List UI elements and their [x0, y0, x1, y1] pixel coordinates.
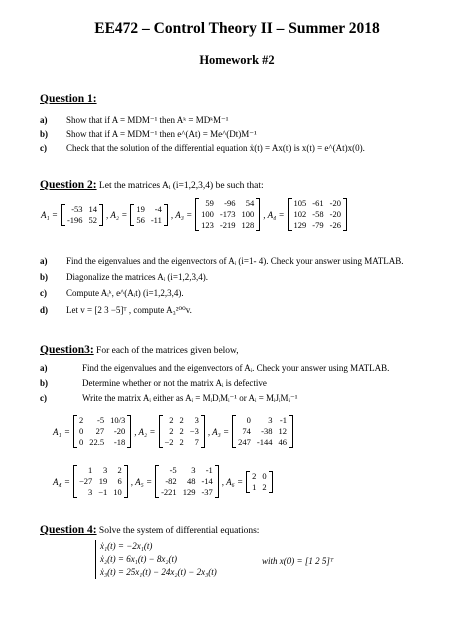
matrix-cell: -1 [279, 415, 287, 425]
q2-item-a-text: Find the eigenvalues and the eigenvectors of Aᵢ (i=1- 4). Check your answer using MATLAB. [66, 256, 404, 266]
matrix-cell: 10 [113, 487, 122, 497]
matrix-cell: 1 [252, 481, 257, 492]
q3-matrix-a6 [246, 471, 273, 493]
q3-matrix-a4 [73, 465, 128, 498]
matrix-cell: -221 [161, 487, 177, 497]
q3-item-b-text: Determine whether or not the matrix Aᵢ is defective [82, 378, 267, 388]
q3-item-b [40, 378, 267, 388]
matrix-cell: 54 [245, 198, 255, 208]
matrix-cell: 3 [103, 465, 108, 475]
q3-item-a-label: a) [40, 363, 48, 373]
matrix-cell: 2 [78, 415, 84, 425]
matrix-cell: 7 [194, 437, 199, 447]
q2-intro: Let the matrices Aᵢ (i=1,2,3,4) be such that: [96, 181, 264, 191]
q1-item-a [40, 115, 229, 126]
q3-item-c-text: Write the matrix Aᵢ either as Aᵢ = MᵢDᵢMᵢ⁻¹ or Aᵢ = MᵢJᵢMᵢ⁻¹ [82, 393, 298, 403]
q3-m1-name: A₁ = [53, 426, 70, 437]
matrix-cell: -96 [224, 198, 236, 208]
matrix-cell: 12 [278, 426, 287, 436]
matrix-cell: -11 [150, 214, 162, 225]
q3-m6-name: , A₆ = [221, 476, 244, 487]
matrix-cell: 19 [98, 476, 108, 486]
q2-matrix-a4 [288, 198, 347, 231]
matrix-cell: -18 [113, 437, 126, 447]
matrix-cell: -144 [256, 437, 273, 447]
q2-item-d-label: d) [40, 305, 49, 315]
q2-item-d [40, 305, 192, 316]
q1-item-a-text: Show that if A = MDM⁻¹ then Aᵏ = MDᵏM⁻¹ [66, 115, 229, 125]
matrix-cell: -61 [312, 198, 324, 208]
q3-m5-name: , A₅ = [130, 476, 153, 487]
matrix-cell: 46 [278, 437, 287, 447]
q4-heading: Question 4: [40, 524, 97, 536]
matrix-cell: 105 [293, 198, 307, 208]
matrix-cell: -38 [261, 426, 273, 436]
matrix-cell: 2 [117, 465, 122, 475]
matrix-cell: −1 [98, 487, 108, 497]
q3-matrix-a2 [159, 415, 205, 448]
q4-ode-system [95, 540, 217, 579]
matrix-cell: 48 [186, 476, 196, 486]
matrix-cell: 0 [246, 415, 251, 425]
matrix-cell: -219 [219, 220, 236, 230]
q2-m1-name: A₁ = [41, 209, 58, 220]
matrix-cell: −2 [164, 437, 174, 447]
matrix-cell: -5 [96, 415, 105, 425]
matrix-cell: 102 [293, 209, 307, 219]
matrix-cell: 27 [95, 426, 105, 436]
q4-eq-3: ẋ₃(t) = 25x₁(t) − 24x₂(t) − 2x₃(t) [100, 567, 217, 577]
matrix-cell: 100 [201, 209, 214, 219]
matrix-cell: 10/3 [110, 415, 126, 425]
matrix-cell: 123 [201, 220, 214, 230]
q3-item-a [40, 363, 389, 373]
matrix-cell: 2 [262, 481, 267, 492]
matrix-cell: 0 [262, 470, 267, 481]
q2-matrices [38, 198, 347, 231]
matrix-cell: 1 [88, 465, 93, 475]
q3-item-c [40, 393, 297, 404]
q2-m3-name: , A₃ = [170, 209, 193, 220]
q4-heading-line [40, 520, 259, 538]
matrix-cell: 247 [238, 437, 251, 447]
q3-matrix-a5 [155, 465, 219, 498]
q2-matrix-a3 [195, 198, 260, 231]
matrix-cell: 129 [293, 220, 307, 230]
q1-item-a-label: a) [40, 115, 48, 125]
q2-item-a-label: a) [40, 256, 48, 266]
q4-eq-1: ẋ₁(t) = −2x₁(t) [100, 541, 153, 551]
matrix-cell: 52 [88, 214, 98, 225]
matrix-cell: 2 [252, 470, 257, 481]
matrix-cell: 129 [182, 487, 196, 497]
q2-item-b-text: Diagonalize the matrices Aᵢ (i=1,2,3,4). [66, 272, 209, 282]
q2-m2-name: , A₂ = [106, 209, 128, 220]
matrix-cell: -26 [329, 220, 341, 230]
matrix-cell: 74 [242, 426, 251, 436]
matrix-cell: 2 [179, 415, 184, 425]
matrix-cell: -4 [154, 203, 162, 214]
matrix-cell: -58 [312, 209, 324, 219]
q2-item-a [40, 256, 403, 266]
q2-heading-line [40, 175, 264, 193]
q3-m2-name: , A₂ = [134, 426, 156, 437]
q3-item-c-label: c) [40, 393, 47, 403]
q3-m4-name: A₄ = [53, 476, 70, 487]
matrix-cell: 6 [117, 476, 122, 486]
matrix-cell: 59 [205, 198, 214, 208]
matrix-cell: -1 [205, 465, 213, 475]
q2-matrix-a2 [130, 204, 168, 226]
matrix-cell: 3 [191, 465, 196, 475]
matrix-cell: 3 [88, 487, 93, 497]
matrix-cell: -53 [71, 203, 83, 214]
matrix-cell: -5 [169, 465, 177, 475]
q2-item-b [40, 272, 208, 282]
page-title: EE472 – Control Theory II – Summer 2018 [94, 20, 380, 37]
q1-item-c [40, 143, 365, 153]
q1-heading: Question 1: [40, 93, 97, 105]
homework-subtitle: Homework #2 [199, 53, 275, 67]
q3-matrix-a3 [232, 415, 293, 448]
matrix-cell: -20 [113, 426, 126, 436]
q3-matrices-row2 [50, 465, 273, 498]
q3-item-a-text: Find the eigenvalues and the eigenvectors of Aᵢ. Check your answer using MATLAB. [82, 363, 390, 373]
matrix-cell: 2 [179, 426, 184, 436]
matrix-cell: 0 [78, 426, 84, 436]
q3-item-b-label: b) [40, 378, 49, 388]
q1-item-b [40, 129, 257, 140]
q2-item-c-text: Compute Aᵢᵏ, e^(Aᵢt) (i=1,2,3,4). [66, 288, 184, 298]
matrix-cell: 2 [179, 437, 184, 447]
matrix-cell: 2 [169, 415, 174, 425]
matrix-cell: -79 [312, 220, 324, 230]
matrix-cell: −3 [189, 426, 199, 436]
q1-item-c-text: Check that the solution of the differential equation ẋ(t) = Ax(t) is x(t) = e^(At)x(0). [66, 143, 365, 153]
matrix-cell: 3 [194, 415, 199, 425]
matrix-cell: -196 [66, 214, 83, 225]
q2-item-c [40, 288, 184, 298]
matrix-cell: -14 [201, 476, 213, 486]
matrix-cell: 14 [88, 203, 98, 214]
q3-intro: For each of the matrices given below, [93, 346, 239, 356]
matrix-cell: -20 [329, 209, 341, 219]
q2-heading: Question 2: [40, 179, 97, 191]
q2-item-d-text: Let v = [2 3 −5]ᵀ , compute A₃²⁰⁰v. [66, 305, 192, 315]
q3-heading: Question3: [40, 344, 94, 356]
q3-matrix-a1 [73, 415, 131, 448]
matrix-cell: -82 [165, 476, 177, 486]
q1-item-b-label: b) [40, 129, 49, 139]
matrix-cell: 2 [169, 426, 174, 436]
q2-matrix-a1 [61, 204, 103, 226]
q4-eq-2: ẋ₂(t) = 6x₁(t) − 8x₂(t) [100, 554, 178, 564]
q3-matrices-row1 [50, 415, 293, 448]
q1-item-b-text: Show that if A = MDM⁻¹ then e^(At) = Me^(Dt)M⁻¹ [66, 129, 257, 139]
q2-item-c-label: c) [40, 288, 47, 298]
matrix-cell: −27 [78, 476, 93, 486]
matrix-cell: 22.5 [89, 437, 105, 447]
q1-item-c-label: c) [40, 143, 47, 153]
matrix-cell: -37 [201, 487, 213, 497]
matrix-cell: 3 [268, 415, 273, 425]
q2-m4-name: , A₄ = [263, 209, 285, 220]
matrix-cell: -173 [219, 209, 236, 219]
matrix-cell: 0 [78, 437, 84, 447]
matrix-cell: 128 [241, 220, 255, 230]
matrix-cell: -20 [329, 198, 341, 208]
q2-item-b-label: b) [40, 272, 49, 282]
matrix-cell: 100 [241, 209, 255, 219]
q3-m3-name: , A₃ = [207, 426, 230, 437]
q4-initial-condition: with x(0) = [1 2 5]ᵀ [262, 556, 334, 566]
q3-heading-line [40, 340, 239, 358]
matrix-cell: 56 [136, 214, 145, 225]
q4-intro: Solve the system of differential equations: [96, 526, 260, 536]
matrix-cell: 19 [136, 203, 145, 214]
